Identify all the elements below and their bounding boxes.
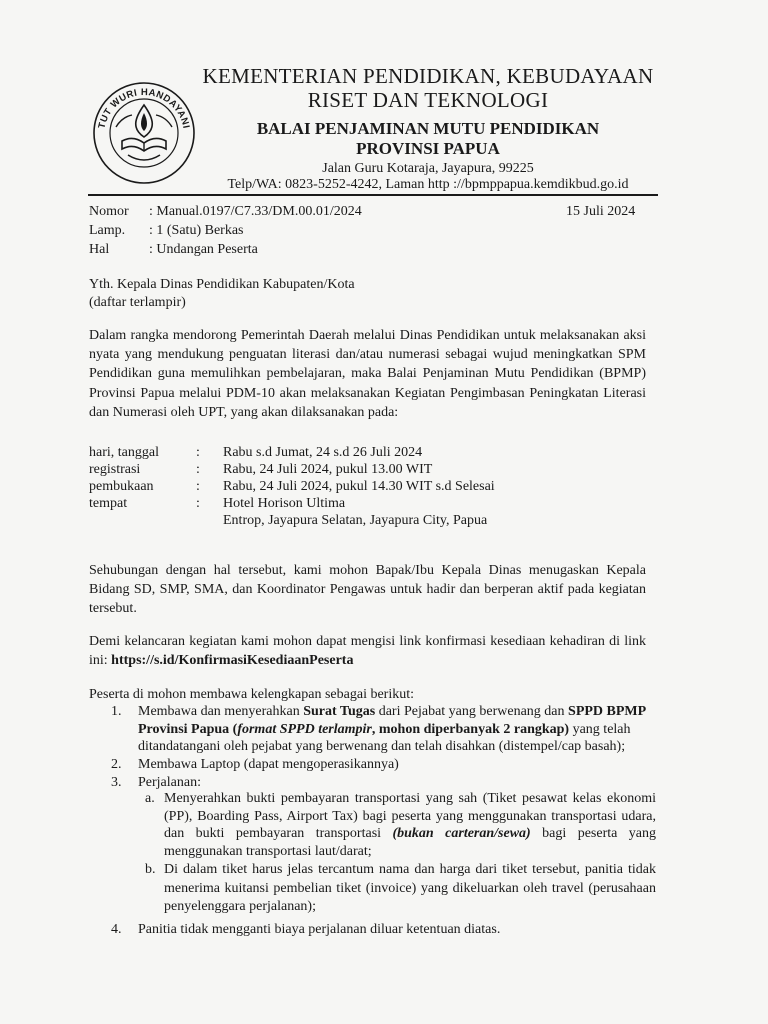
meta-hal	[89, 241, 258, 259]
requirement-bold-part: , mohon diperbanyak 2 rangkap)	[371, 721, 570, 737]
schedule-label: tempat	[89, 496, 128, 511]
requirement-number: 1.	[111, 704, 122, 719]
requirement-bold-part: Surat Tugas	[303, 704, 376, 719]
requirement-bold-part: SPPD BPMP Provinsi Papua (	[138, 704, 646, 737]
requirement-bold-italic-part: (bukan carteran/sewa)	[392, 826, 531, 841]
requirement-text: Panitia tidak mengganti biaya perjalanan diluar ketentuan diatas.	[138, 922, 501, 937]
requirement-number: 4.	[111, 922, 122, 937]
requirement-sub-text	[164, 790, 656, 860]
requirement-text-part: bagi peserta yang menggunakan transportasi laut/darat;	[164, 826, 656, 859]
schedule-label: registrasi	[89, 462, 141, 477]
schedule-colon: :	[196, 479, 200, 494]
addressee-line1: Yth. Kepala Dinas Pendidikan Kabupaten/Kota	[89, 277, 355, 292]
requirement-sub-number: a.	[145, 791, 155, 806]
meta-lampiran	[89, 222, 243, 240]
requirement-item-3a	[0, 790, 768, 860]
intro-paragraph: Dalam rangka mendorong Pemerintah Daerah melalui Dinas Pendidikan untuk melaksanakan aksi nyata yang mendukung penguatan literasi dan/atau numerasi sebagai wujud meningkatkan SPM Pendidikan guna memulihkan pembelajaran, maka Balai Penjaminan Mutu Pendidikan (BPMP) Provinsi Papua melalui PDM-10 akan melaksanakan Kegiatan Pengimbasan Peningkatan Literasi dan Numerasi oleh UPT, yang akan dilaksanakan pada:	[89, 328, 646, 420]
addressee	[89, 276, 355, 312]
logo-text: TUT WURI HANDAYANI	[96, 86, 192, 130]
requirement-item-4	[0, 921, 768, 939]
confirmation-link[interactable]: https://s.id/KonfirmasiKesediaanPeserta	[111, 653, 354, 669]
requirement-text-part: Menyerahkan bukti pembayaran transportasi yang sah (Tiket pesawat kelas ekonomi (PP), Boarding Pass, Airport Tax) bagi peserta yang menggunakan transportasi udara, dan bukti pembayaran transportasi	[164, 791, 656, 841]
requirement-bold-italic-part: format SPPD terlampir	[237, 721, 372, 737]
requirement-text: Perjalanan:	[138, 775, 201, 790]
requirement-number: 2.	[111, 757, 122, 772]
meta-lamp-value: : 1 (Satu) Berkas	[149, 223, 244, 238]
requirement-sub-number: b.	[145, 862, 156, 877]
ministry-name-line1: KEMENTERIAN PENDIDIKAN, KEBUDAYAAN	[202, 64, 654, 88]
schedule-value: Hotel Horison Ultima	[223, 496, 346, 511]
schedule-label: hari, tanggal	[89, 445, 159, 460]
requirements-intro: Peserta di mohon membawa kelengkapan sebagai berikut:	[89, 687, 415, 702]
requirement-item-1	[0, 703, 768, 757]
requirement-text-part: dari Pejabat yang berwenang dan	[375, 704, 569, 719]
schedule-colon: :	[196, 462, 200, 477]
requirement-sub-text: Di dalam tiket harus jelas tercantum nama dan harga dari tiket tersebut, panitia tidak menerima kuitansi pembelian tiket (invoice) yang dikeluarkan oleh travel (perusahaan penyelenggara perjalanan);	[164, 862, 656, 914]
requirement-text-part: yang telah ditandatangani oleh pejabat yang berwenang dan telah disahkan (distempel/cap basah);	[138, 721, 631, 754]
office-name-line2: PROVINSI PAPUA	[356, 139, 500, 158]
requirement-item-2	[0, 756, 768, 774]
office-contact: Telp/WA: 0823-5252-4242, Laman http ://bpmppapua.kemdikbud.go.id	[227, 177, 629, 192]
schedule-value: Rabu s.d Jumat, 24 s.d 26 Juli 2024	[223, 445, 423, 460]
request-paragraph: Sehubungan dengan hal tersebut, kami mohon Bapak/Ibu Kepala Dinas menugaskan Kepala Bidang SD, SMP, SMA, dan Koordinator Pengawas untuk hadir dan berperan aktif pada kegiatan tersebut.	[89, 563, 646, 617]
meta-hal-label: Hal	[89, 242, 110, 257]
office-address: Jalan Guru Kotaraja, Jayapura, 99225	[322, 161, 534, 176]
meta-nomor	[89, 203, 362, 221]
meta-lamp-label: Lamp.	[89, 223, 126, 238]
event-schedule	[89, 444, 495, 530]
link-paragraph	[89, 632, 646, 670]
schedule-row	[89, 495, 495, 512]
schedule-colon: :	[196, 445, 200, 460]
schedule-row	[89, 461, 495, 478]
schedule-row	[89, 444, 495, 461]
requirement-item-3b	[0, 861, 768, 917]
office-name-line1: BALAI PENJAMINAN MUTU PENDIDIKAN	[256, 119, 600, 138]
schedule-colon: :	[196, 496, 200, 511]
requirement-text	[138, 703, 654, 756]
schedule-row	[89, 478, 495, 495]
requirement-number: 3.	[111, 775, 122, 790]
meta-hal-value: : Undangan Peserta	[149, 242, 258, 257]
addressee-line2: (daftar terlampir)	[89, 295, 186, 310]
schedule-label: pembukaan	[89, 479, 154, 494]
schedule-value: Rabu, 24 Juli 2024, pukul 13.00 WIT	[223, 462, 433, 477]
link-paragraph-text: Demi kelancaran kegiatan kami mohon dapat mengisi link konfirmasi kesediaan kehadiran di link ini:	[89, 634, 646, 669]
ministry-name-line2: RISET DAN TEKNOLOGI	[307, 88, 549, 112]
meta-nomor-value: : Manual.0197/C7.33/DM.00.01/2024	[149, 204, 362, 219]
requirement-text: Membawa Laptop (dapat mengoperasikannya)	[138, 757, 399, 772]
schedule-venue-address: Entrop, Jayapura Selatan, Jayapura City, Papua	[223, 513, 488, 528]
meta-nomor-label: Nomor	[89, 204, 129, 219]
schedule-value: Rabu, 24 Juli 2024, pukul 14.30 WIT s.d Selesai	[223, 479, 495, 494]
letterhead-divider	[88, 194, 658, 196]
tut-wuri-handayani-logo	[88, 75, 200, 187]
requirement-text-part: Membawa dan menyerahkan	[138, 704, 304, 719]
letter-date: 15 Juli 2024	[566, 204, 636, 219]
